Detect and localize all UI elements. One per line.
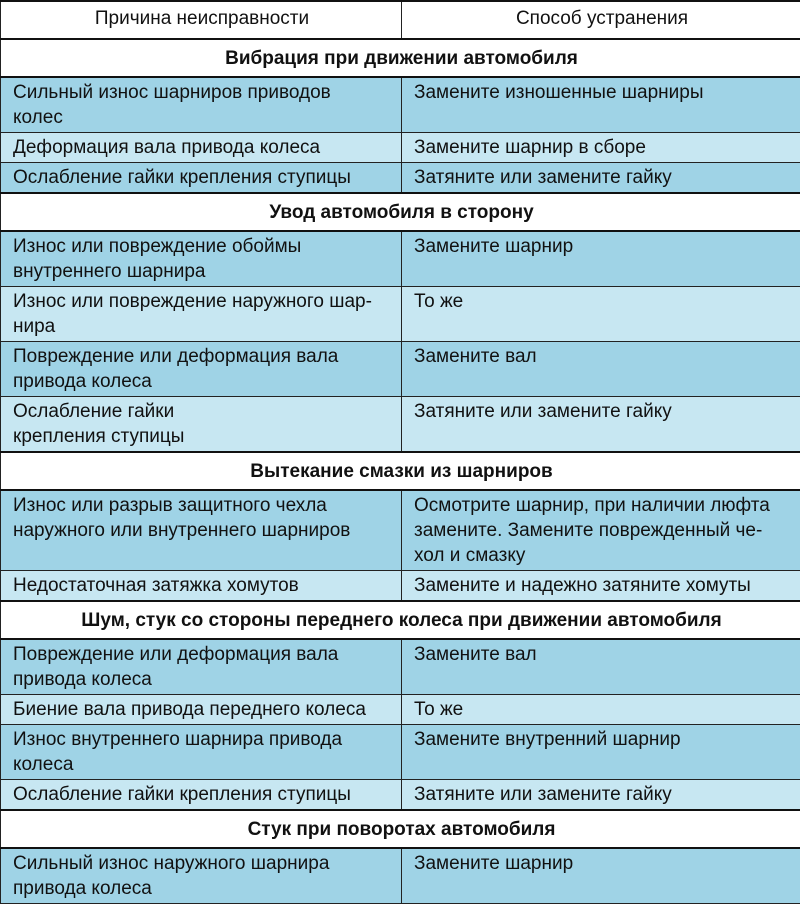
cause-cell: Ослабление гайки крепления ступицы	[1, 163, 402, 194]
cause-cell: Недостаточная затяжка хомутов	[1, 571, 402, 602]
cause-cell: Сильный износ наружного шарнира привода колеса	[1, 848, 402, 904]
table-row	[1, 342, 800, 397]
remedy-cell: Затяните или замените гайку	[402, 397, 800, 453]
cause-cell: Биение вала привода переднего колеса	[1, 695, 402, 725]
header-remedy: Способ устранения	[402, 1, 800, 39]
cause-cell: Износ или повреждение наружного шар- нира	[1, 287, 402, 342]
remedy-cell: Замените внутренний шарнир	[402, 725, 800, 780]
section-title: Увод автомобиля в сторону	[1, 193, 800, 231]
table-row	[1, 490, 800, 571]
remedy-cell: То же	[402, 695, 800, 725]
cause-cell: Износ или разрыв защитного чехла наружного или внутреннего шарниров	[1, 490, 402, 571]
table-row	[1, 848, 800, 904]
remedy-cell: Замените изношенные шарниры	[402, 77, 800, 133]
section-header-row	[1, 39, 800, 77]
table-row	[1, 780, 800, 811]
cause-cell: Повреждение или деформация вала привода колеса	[1, 342, 402, 397]
table-row	[1, 725, 800, 780]
cause-cell: Повреждение или деформация вала привода колеса	[1, 639, 402, 695]
table-row	[1, 397, 800, 453]
table-row	[1, 695, 800, 725]
cause-cell: Ослабление гайки крепления ступицы	[1, 397, 402, 453]
section-header-row	[1, 193, 800, 231]
table-row	[1, 163, 800, 194]
section-title: Вытекание смазки из шарниров	[1, 452, 800, 490]
remedy-cell: Осмотрите шарнир, при наличии люфта замените. Замените поврежденный че- хол и смазку	[402, 490, 800, 571]
remedy-cell: Замените шарнир в сборе	[402, 133, 800, 163]
table-body	[1, 39, 800, 904]
table-header-row	[1, 1, 800, 39]
remedy-cell: То же	[402, 287, 800, 342]
cause-cell: Износ внутреннего шарнира привода колеса	[1, 725, 402, 780]
cause-cell: Сильный износ шарниров приводов колес	[1, 77, 402, 133]
section-title: Стук при поворотах автомобиля	[1, 810, 800, 848]
remedy-cell: Затяните или замените гайку	[402, 163, 800, 194]
remedy-cell: Замените шарнир	[402, 231, 800, 287]
table-row	[1, 287, 800, 342]
section-header-row	[1, 452, 800, 490]
section-title: Вибрация при движении автомобиля	[1, 39, 800, 77]
remedy-cell: Замените вал	[402, 342, 800, 397]
table-row	[1, 571, 800, 602]
section-title: Шум, стук со стороны переднего колеса при движении автомобиля	[1, 601, 800, 639]
cause-cell: Ослабление гайки крепления ступицы	[1, 780, 402, 811]
table-row	[1, 77, 800, 133]
section-header-row	[1, 810, 800, 848]
table-row	[1, 639, 800, 695]
table-row	[1, 133, 800, 163]
header-cause: Причина неисправности	[1, 1, 402, 39]
remedy-cell: Замените и надежно затяните хомуты	[402, 571, 800, 602]
cause-cell: Износ или повреждение обоймы внутреннего шарнира	[1, 231, 402, 287]
remedy-cell: Затяните или замените гайку	[402, 780, 800, 811]
table-row	[1, 231, 800, 287]
remedy-cell: Замените шарнир	[402, 848, 800, 904]
remedy-cell: Замените вал	[402, 639, 800, 695]
section-header-row	[1, 601, 800, 639]
cause-cell: Деформация вала привода колеса	[1, 133, 402, 163]
